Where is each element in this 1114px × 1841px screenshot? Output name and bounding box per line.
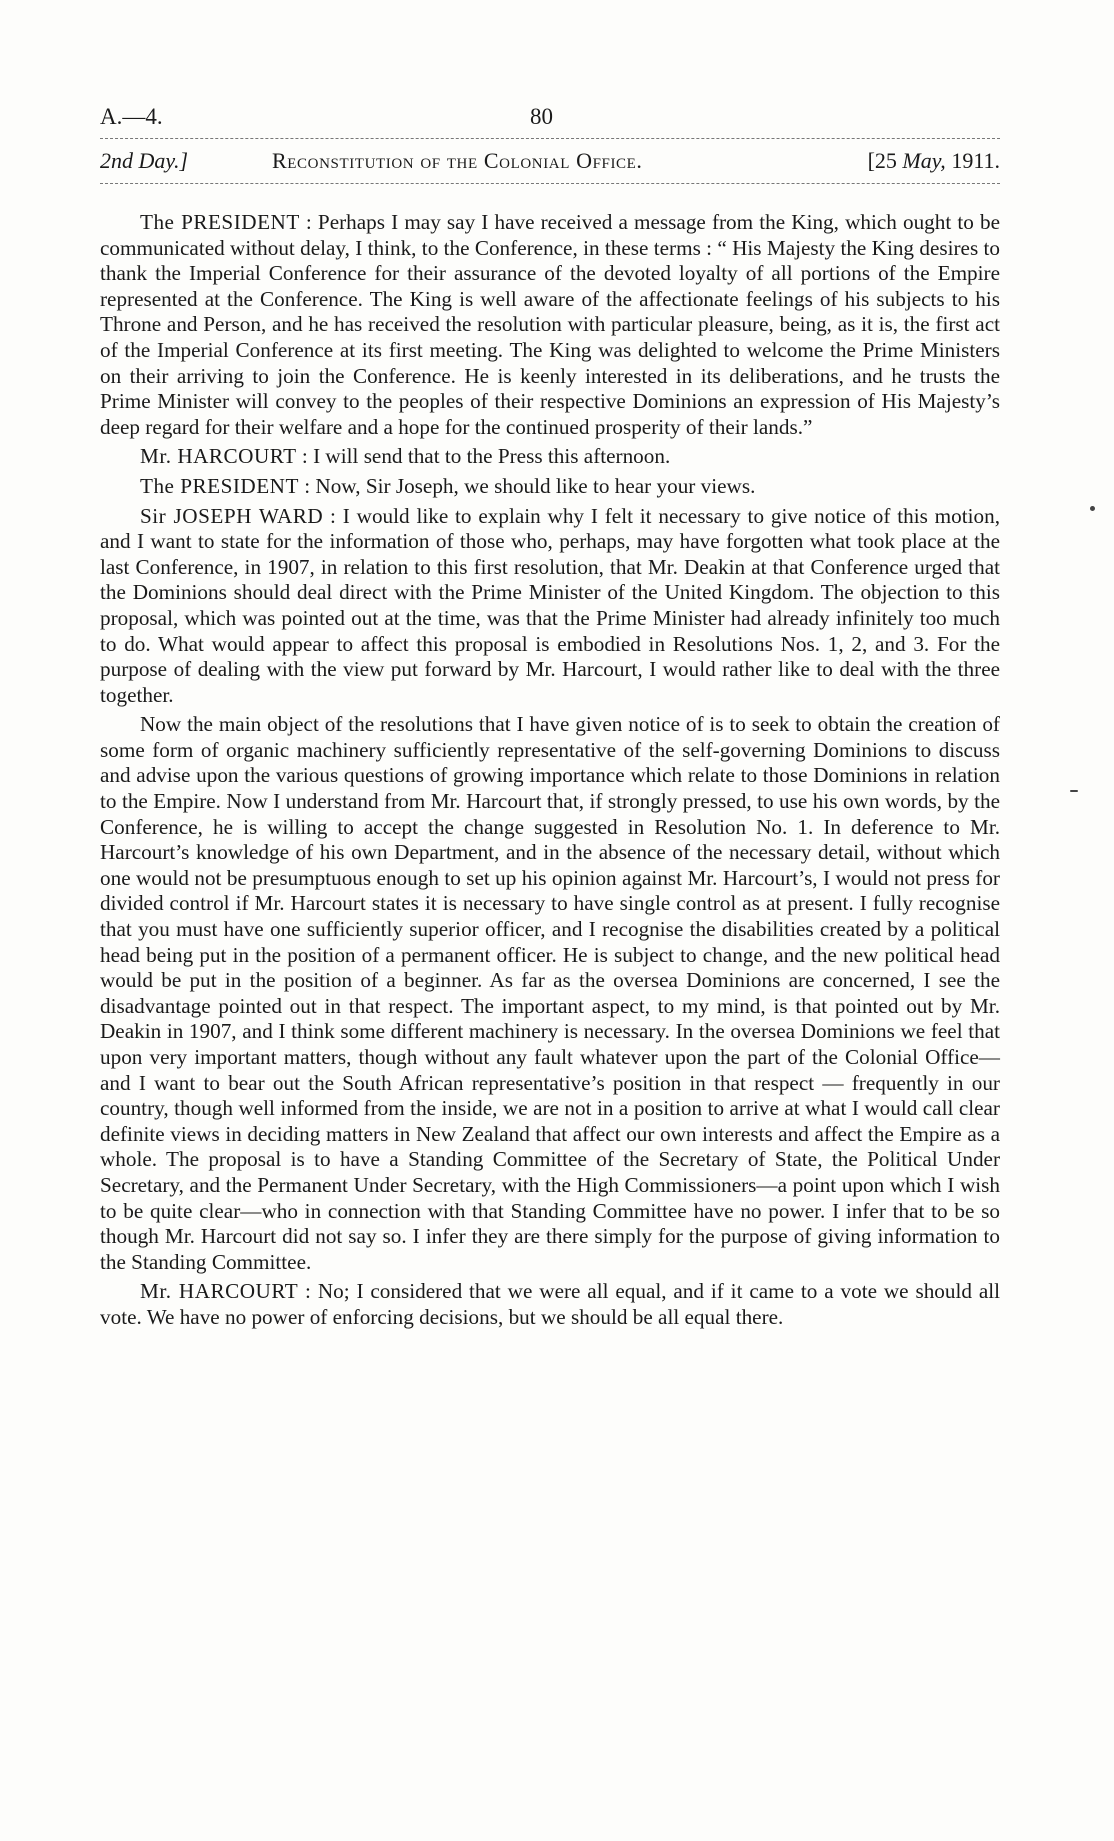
margin-speck [1090, 506, 1095, 511]
speaker-name: The PRESIDENT [140, 210, 300, 234]
speech-text: I will send that to the Press this afternoon. [313, 444, 671, 469]
page-number: 80 [530, 104, 553, 129]
speaker-name: Mr. HARCOURT [140, 444, 297, 469]
page-top-line [100, 96, 1000, 136]
header-date-open: [25 [867, 148, 903, 173]
speech-text: Now, Sir Joseph, we should like to hear your views. [315, 473, 756, 498]
document-page [100, 96, 1000, 1335]
top-divider [100, 138, 1000, 139]
speech-text: Perhaps I may say I have received a message from the King, which ought to be communicated without delay, I think, to the Conference, in these terms : “ His Majesty the King desires to thank the Imperial Conference for their assurance of the devoted loyalty of all portions of the Empire represented at the Conference. The King is well aware of the affectionate feelings of his subjects to his Throne and Person, and he has received the resolution with particular pleasure, being, as it is, the first act of the Imperial Conference at its first meeting. The King was delighted to welcome the Prime Ministers on their arriving to join the Conference. He is keenly interested in its deliberations, and he trusts the Prime Minister will convey to the peoples of their respective Dominions an expression of His Majesty’s deep regard for their welfare and a hope for the continued prosperity of their lands.” [100, 210, 1000, 439]
speech-text: I would like to explain why I felt it necessary to give notice of this motion, and I want to state for the information of those who, perhaps, may have forgotten what took place at the last Conference, in 1907, in relation to this first resolution, that Mr. Deakin at that Conference urged that the Dominions should deal direct with the Prime Minister of the United Kingdom. The objection to this proposal, which was pointed out at the time, was that the Prime Minister had already infinitely too much to do. What would appear to affect this proposal is embodied in Resolutions Nos. 1, 2, and 3. For the purpose of dealing with the view put forward by Mr. Harcourt, I would rather like to deal with the three together. [100, 503, 1000, 707]
header-day: 2nd Day.] [100, 148, 188, 173]
document-reference: A.—4. [100, 104, 163, 129]
speech-paragraph [100, 712, 1000, 1275]
header-title: Reconstitution of the Colonial Office. [272, 148, 643, 173]
speaker-name: The PRESIDENT [140, 473, 299, 498]
speech-paragraph: Mr. HARCOURT : No; I considered that we were all equal, and if it came to a vote we should all vote. We have no power of enforcing decisions, but we should be all equal there. [100, 1279, 1001, 1329]
speaker-name: Sir JOSEPH WARD [140, 503, 324, 528]
header-date-year: 1911. [945, 148, 1000, 173]
speech-text: Now the main object of the resolutions that I have given notice of is to seek to obtain the creation of some form of organic machinery sufficiently representative of the self-governing Dominions to discuss and advise upon the various questions of growing importance which relate to those Dominions in relation to the Empire. Now I understand from Mr. Harcourt that, if strongly pressed, to use his own words, by the Conference, he is willing to accept the change suggested in Resolution No. 1. In deference to Mr. Harcourt’s knowledge of his own Department, and in the absence of the necessary detail, without which one would not be presumptuous enough to set up his opinion against Mr. Harcourt’s, I would not press for divided control if Mr. Harcourt states it is necessary to have single control as at present. I fully recognise that you must have one sufficiently superior officer, and I recognise the disabilities created by a political head being put in the position of a permanent officer. He is subject to change, and the new political head would be put in the position of a beginner. As far as the oversea Dominions are concerned, I see the disadvantage pointed out in that respect. The important aspect, to my mind, is that pointed out by Mr. Deakin in 1907, and I think some different machinery is necessary. In the oversea Dominions we feel that upon very important matters, though without any fault whatever upon the part of the Colonial Office—and I want to bear out the South African representative’s position in that respect — frequently in our country, though well informed from the inside, we are not in a position to arrive at what I would call clear definite views in deciding matters in New Zealand that affect our own interests and affect the Empire as a whole. The proposal is to have a Standing Committee of the Secretary of State, the Political Under Secretary, and the Permanent Under Secretary, with the High Commissioners—a point upon which I wish to be quite clear—who in connection with that Standing Committee have no power. I infer that to be so though Mr. Harcourt did not say so. I infer they are there simply for the purpose of giving information to the Standing Committee. [100, 712, 1000, 1274]
speech-paragraph: Sir JOSEPH WARD : I would like to explain why I felt it necessary to give notice of this motion, and I want to state for the information of those who, perhaps, may have forgotten what took place at the last Conference, in 1907, in relation to this first resolution, that Mr. Deakin at that Conference urged that the Dominions should deal direct with the Prime Minister of the United Kingdom. The objection to this proposal, which was pointed out at the time, was that the Prime Minister had already infinitely too much to do. What would appear to affect this proposal is embodied in Resolutions Nos. 1, 2, and 3. For the purpose of dealing with the view put forward by Mr. Harcourt, I would rather like to deal with the three together. [100, 503, 1000, 707]
speech-paragraph: The PRESIDENT : Perhaps I may say I have received a message from the King, which ought to be communicated without delay, I think, to the Conference, in these terms : “ His Majesty the King desires to thank the Imperial Conference for their assurance of the devoted loyalty of all portions of the Empire represented at the Conference. The King is well aware of the affectionate feelings of his subjects to his Throne and Person, and he has received the resolution with particular pleasure, being, as it is, the first act of the Imperial Conference at its first meeting. The King was delighted to welcome the Prime Ministers on their arriving to join the Conference. He is keenly interested in its deliberations, and he trusts the Prime Minister will convey to the peoples of their respective Dominions an expression of His Majesty’s deep regard for their welfare and a hope for the continued prosperity of their lands.” [100, 210, 1000, 439]
proceedings-text [100, 210, 1000, 1331]
header-date [868, 148, 1000, 174]
speech-paragraph: The PRESIDENT : Now, Sir Joseph, we should like to hear your views. [140, 473, 756, 498]
speech-paragraph: Mr. HARCOURT : I will send that to the Press this afternoon. [140, 444, 671, 469]
running-header [100, 141, 1000, 181]
margin-speck [1070, 790, 1078, 792]
speech-text: No; I considered that we were all equal, and if it came to a vote we should all vote. We have no power of enforcing decisions, but we should be all equal there. [100, 1279, 1001, 1329]
header-date-month: May, [902, 148, 946, 173]
speaker-name: Mr. HARCOURT [140, 1279, 299, 1304]
header-divider [100, 183, 1000, 184]
